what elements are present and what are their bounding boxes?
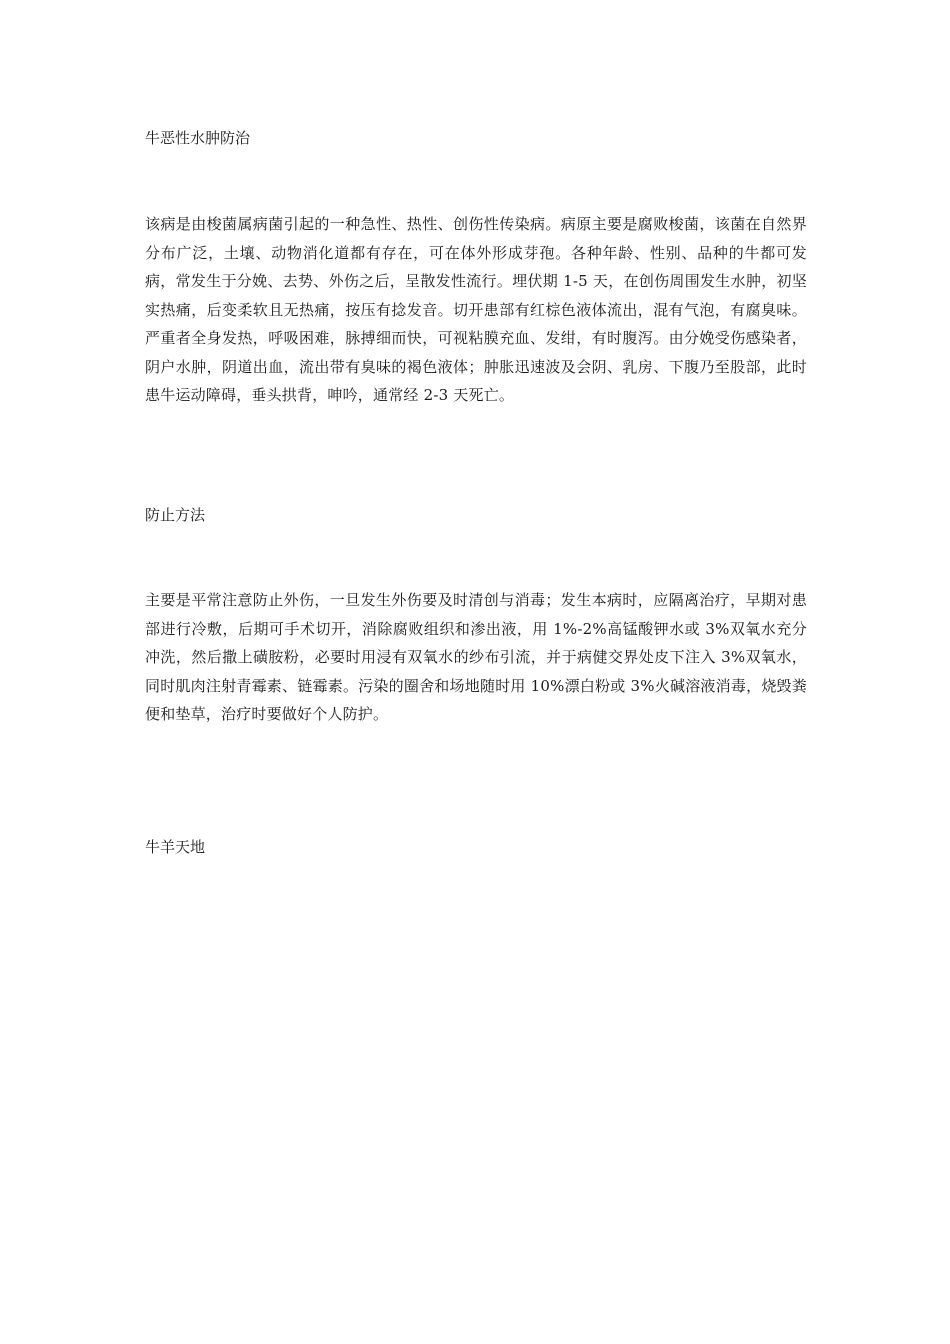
- prevention-paragraph: 主要是平常注意防止外伤，一旦发生外伤要及时清创与消毒；发生本病时，应隔离治疗，早期对患部进行冷敷，后期可手术切开，消除腐败组织和渗出液，用 1%-2%高锰酸钾水或 3%双氧水充分冲洗，然后撒上磺胺粉，必要时用浸有双氧水的纱布引流，并于病健交界处皮下注入 3%双氧水，同时肌肉注射青霉素、链霉素。污染的圈舍和场地随时用 10%漂白粉或 3%火碱溶液消毒，烧毁粪便和垫草，治疗时要做好个人防护。: [145, 591, 807, 723]
- intro-paragraph: 该病是由梭菌属病菌引起的一种急性、热性、创伤性传染病。病原主要是腐败梭菌，该菌在自然界分布广泛，土壤、动物消化道都有存在，可在体外形成芽孢。各种年龄、性别、品种的牛都可发病，常发生于分娩、去势、外伤之后，呈散发性流行。埋伏期 1-5 天，在创伤周围发生水肿，初坚实热痛，后变柔软且无热痛，按压有捻发音。切开患部有红棕色液体流出，混有气泡，有腐臭味。严重者全身发热，呼吸困难，脉搏细而快，可视粘膜充血、发绀，有时腹泻。由分娩受伤感染者，阴户水肿，阴道出血，流出带有臭味的褐色液体；肿胀迅速波及会阴、乳房、下腹乃至股部，此时患牛运动障碍，垂头拱背，呻吟，通常经 2-3 天死亡。: [145, 215, 807, 404]
- section-heading-prevention: 防止方法: [145, 506, 206, 524]
- document-title: 牛恶性水肿防治: [145, 129, 251, 147]
- footer-source-text: 牛羊天地: [145, 838, 206, 856]
